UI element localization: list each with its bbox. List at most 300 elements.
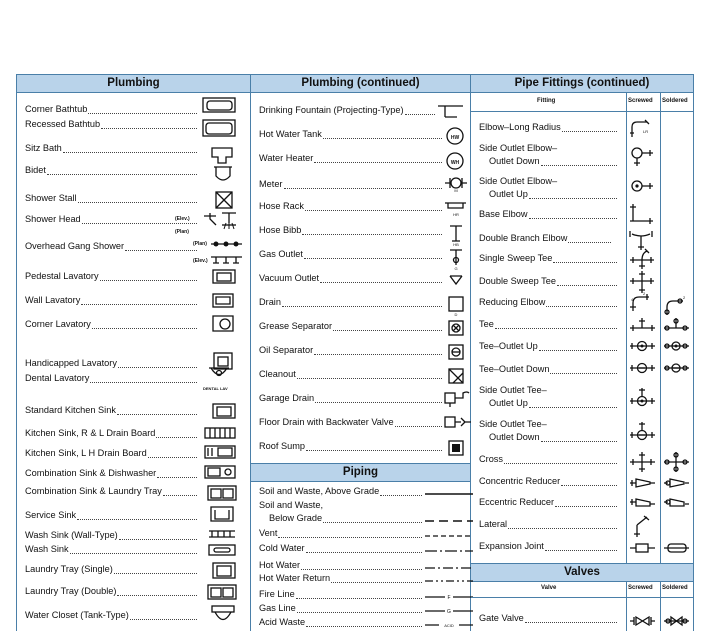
plumbing-symbol-19	[208, 530, 236, 539]
fitting-item-12	[479, 341, 538, 352]
plumbing-item-20	[25, 544, 69, 555]
plumbing-continued-symbol-6	[447, 223, 465, 247]
piping-item-7	[259, 573, 330, 584]
piping-item-5	[259, 543, 305, 554]
shower-elev-label: (Elev.)	[175, 216, 190, 222]
plumbing-continued-symbol-13	[443, 389, 473, 409]
piping-item-10-label: Acid Waste	[259, 617, 306, 627]
plumbing-item-18	[25, 510, 76, 521]
plumbing-item-6	[25, 214, 81, 225]
plumbing-symbol-22	[207, 584, 237, 601]
fitting-item-1-label: Elbow–Long Radius	[479, 122, 561, 132]
plumbing-item-12-leader	[90, 382, 197, 383]
plumbing-item-1-leader	[88, 113, 197, 114]
plumbing-item-18-label: Service Sink	[25, 510, 77, 520]
fitting-item-6	[479, 209, 528, 220]
plumbing-symbol-18	[209, 506, 235, 523]
valve-soldered-symbol-1	[663, 614, 691, 628]
piping-item-7-label: Hot Water Return	[259, 573, 331, 583]
fitting-item-13	[479, 364, 549, 375]
svg-text:HB: HB	[453, 242, 459, 247]
piping-line-8	[425, 593, 475, 601]
plumbing-continued-symbol-7	[447, 247, 465, 271]
fitting-item-10-leader	[546, 306, 617, 307]
fitting-item-15-leader	[529, 407, 617, 408]
plumbing-continued-item-9-leader	[282, 306, 442, 307]
plumbing-item-22-label: Laundry Tray (Double)	[25, 586, 117, 596]
plumbing-symbol-15	[204, 445, 236, 460]
fitting-item-6-leader	[529, 218, 617, 219]
plumbing-continued-item-6-leader	[302, 234, 442, 235]
plumbing-continued-symbol-3	[446, 152, 464, 170]
piping-item-5-label: Cold Water	[259, 543, 305, 553]
svg-text:HW: HW	[450, 135, 460, 141]
plumbing-header: Plumbing	[17, 75, 250, 93]
plumbing-item-19-label: Wash Sink (Wall-Type)	[25, 530, 118, 540]
fitting-item-14-label: Side Outlet Tee–	[479, 385, 547, 395]
fittings-soldered-divider	[660, 93, 661, 563]
fitting-item-3-leader	[541, 165, 617, 166]
plumbing-item-12-label: Dental Lavatory	[25, 373, 90, 383]
fitting-item-12-label: Tee–Outlet Up	[479, 341, 538, 351]
plumbing-item-16-leader	[157, 477, 197, 478]
fitting-item-19-leader	[561, 485, 617, 486]
fitting-item-9-label: Double Sweep Tee	[479, 276, 556, 286]
piping-header: Piping	[251, 463, 470, 482]
plumbing-item-9	[25, 295, 80, 306]
fitting-screwed-symbol-14	[629, 385, 657, 411]
plumbing-symbol-20	[208, 544, 236, 557]
fitting-item-20	[479, 497, 554, 508]
plumbing-item-4-label: Bidet	[25, 165, 46, 175]
fitting-soldered-symbol-22	[663, 542, 691, 554]
plumbing-item-13	[25, 405, 116, 416]
fitting-screwed-symbol-20	[629, 497, 657, 511]
gang-elev-label: (Elev.)	[193, 258, 208, 264]
plumbing-continued-item-11-label: Oil Separator	[259, 345, 314, 355]
piping-item-10	[259, 617, 305, 628]
fitting-screwed-symbol-19	[629, 476, 657, 490]
valve-screwed-symbol-1	[629, 614, 657, 628]
plumbing-symbol-8	[211, 269, 237, 285]
plumbing-item-14	[25, 428, 155, 439]
fitting-soldered-symbol-8	[663, 295, 691, 317]
plumbing-item-9-leader	[81, 304, 197, 305]
plumbing-item-5-label: Shower Stall	[25, 193, 77, 203]
piping-item-6	[259, 560, 300, 571]
plumbing-item-9-label: Wall Lavatory	[25, 295, 81, 305]
plumbing-symbol-2	[202, 119, 238, 139]
plumbing-continued-symbol-5	[444, 200, 468, 218]
plumbing-item-6-leader	[82, 223, 197, 224]
piping-item-4-label: Vent	[259, 528, 278, 538]
plumbing-symbol-1	[202, 97, 238, 115]
svg-text:LR: LR	[643, 129, 649, 134]
plumbing-continued-symbol-11	[447, 343, 465, 361]
plumbing-item-19-leader	[119, 539, 197, 540]
plumbing-symbol-16	[204, 465, 236, 480]
plumbing-item-17	[25, 486, 162, 497]
svg-text:2: 2	[683, 295, 686, 300]
plumbing-item-10	[25, 319, 91, 330]
piping-item-2	[259, 500, 323, 511]
plumbing-item-2-label: Recessed Bathtub	[25, 119, 101, 129]
plumbing-symbol-4	[211, 166, 235, 186]
piping-line-7	[425, 577, 475, 585]
plumbing-item-7-label: Overhead Gang Shower	[25, 241, 125, 251]
plumbing-continued-header: Plumbing (continued)	[251, 75, 470, 93]
fitting-soldered-symbol-20	[663, 497, 691, 511]
svg-text:HR: HR	[453, 212, 459, 217]
plumbing-continued-item-2-leader	[323, 138, 442, 139]
piping-line-3	[425, 517, 475, 525]
fitting-item-10-label: Reducing Elbow	[479, 297, 546, 307]
svg-text:G: G	[454, 266, 458, 271]
plumbing-item-13-label: Standard Kitchen Sink	[25, 405, 116, 415]
plumbing-item-11-leader	[118, 367, 197, 368]
piping-item-2-label: Soil and Waste,	[259, 500, 324, 510]
plumbing-continued-item-7	[259, 249, 303, 260]
plumbing-continued-item-12-leader	[297, 378, 442, 379]
fitting-item-1	[479, 122, 561, 133]
piping-item-4-leader	[278, 537, 422, 538]
plumbing-symbol-12	[206, 367, 232, 383]
piping-item-3-leader	[323, 522, 422, 523]
fittings-screwed-divider	[626, 93, 627, 563]
plumbing-item-8	[25, 271, 99, 282]
plumbing-symbol-5	[214, 191, 234, 211]
plumbing-item-13-leader	[117, 414, 197, 415]
plumbing-continued-item-11-leader	[314, 354, 442, 355]
plumbing-item-21	[25, 564, 113, 575]
fitting-item-22-label: Expansion Joint	[479, 541, 544, 551]
plumbing-symbol-9	[211, 293, 235, 309]
fitting-screwed-symbol-11	[629, 315, 657, 333]
fitting-item-3-label: Outlet Down	[489, 156, 540, 166]
fitting-soldered-symbol-9	[663, 315, 691, 333]
fitting-item-11-label: Tee	[479, 319, 494, 329]
piping-item-6-label: Hot Water	[259, 560, 301, 570]
fitting-item-9	[479, 276, 556, 287]
fitting-item-8	[479, 253, 552, 264]
valves-col-soldered: Soldered	[662, 585, 688, 591]
piping-line-9	[425, 607, 475, 615]
plumbing-symbol-3	[209, 147, 235, 167]
plumbing-continued-item-15	[259, 441, 305, 452]
plumbing-item-22-leader	[117, 595, 197, 596]
valve-item-1-leader	[525, 622, 617, 623]
plumbing-continued-item-3-leader	[314, 162, 442, 163]
fitting-item-1-leader	[562, 131, 617, 132]
fitting-item-4	[479, 176, 557, 187]
plumbing-item-5	[25, 193, 77, 204]
valve-item-1	[479, 613, 524, 624]
fitting-item-21-label: Lateral	[479, 519, 508, 529]
fitting-screwed-symbol-16	[629, 419, 657, 445]
plumbing-continued-item-6-label: Hose Bibb	[259, 225, 302, 235]
plumbing-continued-item-2-label: Hot Water Tank	[259, 129, 322, 139]
svg-text:F: F	[447, 595, 451, 601]
plumbing-continued-item-10-label: Grease Separator	[259, 321, 333, 331]
piping-item-8-label: Fire Line	[259, 589, 295, 599]
valves-header: Valves	[471, 563, 693, 582]
fitting-item-5-label: Outlet Up	[489, 189, 528, 199]
fitting-item-2-label: Side Outlet Elbow–	[479, 143, 558, 153]
plumbing-continued-item-1-label: Drinking Fountain (Projecting-Type)	[259, 105, 404, 115]
plumbing-item-19	[25, 530, 118, 541]
plumbing-continued-item-3	[259, 153, 313, 164]
plumbing-item-4-leader	[47, 174, 197, 175]
plumbing-item-23-label: Water Closet (Tank-Type)	[25, 610, 129, 620]
piping-line-10	[425, 621, 475, 629]
plumbing-continued-symbol-8	[447, 273, 465, 287]
valves-soldered-divider	[660, 581, 661, 631]
plumbing-item-4	[25, 165, 46, 176]
fitting-item-21-leader	[508, 528, 617, 529]
plumbing-continued-item-6	[259, 225, 301, 236]
plumbing-continued-symbol-12	[447, 367, 465, 385]
fitting-item-8-leader	[553, 262, 617, 263]
fitting-item-4-label: Side Outlet Elbow–	[479, 176, 558, 186]
fitting-item-9-leader	[557, 285, 617, 286]
fitting-item-11	[479, 319, 494, 330]
plumbing-item-17-leader	[163, 495, 197, 496]
fitting-item-18-label: Cross	[479, 454, 503, 464]
plumbing-item-23-leader	[130, 619, 197, 620]
fitting-item-21	[479, 519, 507, 530]
fitting-item-5-leader	[529, 198, 617, 199]
fitting-item-11-leader	[495, 328, 617, 329]
fitting-item-22	[479, 541, 544, 552]
piping-item-9-label: Gas Line	[259, 603, 296, 613]
plumbing-item-6-label: Shower Head	[25, 214, 81, 224]
fitting-soldered-symbol-11	[663, 339, 691, 353]
plumbing-item-11	[25, 358, 117, 369]
plumbing-symbol-14	[204, 427, 236, 439]
fittings-col-fitting: Fitting	[537, 98, 556, 104]
svg-text:2: 2	[643, 291, 646, 296]
plumbing-item-3	[25, 143, 62, 154]
fitting-screwed-symbol-22	[629, 542, 657, 554]
plumbing-continued-symbol-9	[447, 295, 465, 317]
plumbing-symbol-21	[211, 562, 237, 580]
fitting-soldered-symbol-18	[663, 451, 691, 473]
plumbing-continued-item-11	[259, 345, 313, 356]
plumbing-continued-item-13	[259, 393, 314, 404]
plumbing-continued-item-9	[259, 297, 281, 308]
plumbing-continued-item-8	[259, 273, 319, 284]
piping-item-8-leader	[296, 598, 422, 599]
fitting-item-17-leader	[541, 441, 617, 442]
plumbing-item-17-label: Combination Sink & Laundry Tray	[25, 486, 162, 496]
plumbing-continued-item-13-label: Garage Drain	[259, 393, 315, 403]
fitting-item-7	[479, 233, 567, 244]
fitting-item-19-label: Concentric Reducer	[479, 476, 561, 486]
plumbing-item-8-label: Pedestal Lavatory	[25, 271, 99, 281]
fitting-item-13-label: Tee–Outlet Down	[479, 364, 550, 374]
fitting-item-2	[479, 143, 557, 154]
plumbing-continued-item-12	[259, 369, 296, 380]
fitting-item-7-leader	[568, 242, 611, 243]
fitting-item-12-leader	[539, 350, 617, 351]
fitting-item-16-label: Side Outlet Tee–	[479, 419, 547, 429]
fitting-item-18	[479, 454, 503, 465]
fitting-soldered-symbol-12	[663, 361, 691, 375]
fitting-item-6-label: Base Elbow	[479, 209, 528, 219]
plumbing-continued-item-14-leader	[395, 426, 442, 427]
plumbing-item-10-leader	[92, 328, 197, 329]
plumbing-item-18-leader	[77, 519, 197, 520]
plumbing-continued-item-14-label: Floor Drain with Backwater Valve	[259, 417, 394, 427]
plumbing-continued-item-15-label: Roof Sump	[259, 441, 305, 451]
plumbing-continued-symbol-10	[447, 319, 465, 337]
fitting-screwed-symbol-12	[629, 339, 657, 353]
plumbing-item-20-label: Wash Sink	[25, 544, 69, 554]
fitting-item-20-label: Eccentric Reducer	[479, 497, 555, 507]
fitting-screwed-symbol-1	[629, 119, 657, 139]
fitting-item-19	[479, 476, 560, 487]
plumbing-item-11-label: Handicapped Lavatory	[25, 358, 117, 368]
plumbing-symbol-17	[207, 485, 237, 502]
plumbing-item-10-label: Corner Lavatory	[25, 319, 91, 329]
plumbing-continued-item-7-label: Gas Outlet	[259, 249, 303, 259]
fitting-soldered-symbol-19	[663, 476, 691, 490]
valve-item-1-label: Gate Valve	[479, 613, 524, 623]
fitting-screwed-symbol-10	[629, 291, 657, 313]
plumbing-continued-item-12-label: Cleanout	[259, 369, 296, 379]
svg-text:4: 4	[631, 297, 634, 302]
plumbing-continued-item-5-leader	[305, 210, 442, 211]
plumbing-continued-item-4-label: Meter	[259, 179, 283, 189]
plumbing-continued-item-5-label: Hose Rack	[259, 201, 304, 211]
shower-plan-label: (Plan)	[175, 229, 189, 235]
plumbing-continued-item-4	[259, 179, 283, 190]
fitting-item-14	[479, 385, 547, 396]
plumbing-item-15-leader	[148, 457, 197, 458]
plumbing-item-3-leader	[63, 152, 197, 153]
fitting-item-3	[489, 156, 540, 167]
fittings-col-soldered: Soldered	[662, 98, 688, 104]
piping-item-6-leader	[301, 569, 422, 570]
plumbing-continued-item-1-leader	[405, 114, 435, 115]
plumbing-continued-item-5	[259, 201, 304, 212]
plumbing-continued-item-14	[259, 417, 394, 428]
piping-item-7-leader	[331, 582, 422, 583]
dental-lav-label: DENTAL LAV	[203, 386, 228, 391]
plumbing-item-2	[25, 119, 100, 130]
plumbing-item-16	[25, 468, 156, 479]
piping-item-3-label: Below Grade	[269, 513, 323, 523]
fitting-item-18-leader	[504, 463, 617, 464]
fitting-item-10	[479, 297, 545, 308]
piping-item-1-label: Soil and Waste, Above Grade	[259, 486, 380, 496]
plumbing-item-20-leader	[70, 553, 197, 554]
fitting-item-22-leader	[545, 550, 617, 551]
plumbing-item-3-label: Sitz Bath	[25, 143, 62, 153]
piping-item-4	[259, 528, 277, 539]
gang-shower-symbol	[210, 239, 244, 265]
plumbing-item-14-leader	[156, 437, 197, 438]
fitting-item-13-leader	[550, 373, 617, 374]
fitting-item-8-label: Single Sweep Tee	[479, 253, 553, 263]
plumbing-continued-item-3-label: Water Heater	[259, 153, 314, 163]
fitting-item-16	[479, 419, 547, 430]
plumbing-continued-symbol-1	[437, 103, 465, 119]
plumbing-continued-item-10-leader	[333, 330, 442, 331]
svg-text:M: M	[454, 188, 458, 193]
plumbing-continued-item-1	[259, 105, 404, 116]
plumbing-continued-item-7-leader	[304, 258, 442, 259]
plumbing-item-8-leader	[100, 280, 197, 281]
plumbing-continued-item-13-leader	[315, 402, 442, 403]
fitting-item-20-leader	[555, 506, 617, 507]
plumbing-item-21-label: Laundry Tray (Single)	[25, 564, 113, 574]
svg-text:WH: WH	[450, 160, 460, 166]
plumbing-continued-item-8-label: Vacuum Outlet	[259, 273, 320, 283]
fitting-item-17-label: Outlet Down	[489, 432, 540, 442]
fitting-screwed-symbol-4	[629, 178, 657, 196]
symbol-chart	[16, 74, 694, 631]
fitting-item-5	[489, 189, 528, 200]
svg-text:G: G	[447, 609, 451, 615]
plumbing-item-5-leader	[78, 202, 197, 203]
plumbing-item-14-label: Kitchen Sink, R & L Drain Board	[25, 428, 156, 438]
piping-item-8	[259, 589, 295, 600]
fitting-screwed-symbol-6	[629, 203, 657, 225]
plumbing-continued-item-4-leader	[284, 188, 443, 189]
piping-item-10-leader	[306, 626, 422, 627]
piping-line-6	[425, 564, 475, 572]
gang-plan-label: (Plan)	[193, 241, 207, 247]
plumbing-item-7-leader	[125, 250, 197, 251]
piping-item-9	[259, 603, 296, 614]
fittings-col-screwed: Screwed	[628, 98, 653, 104]
piping-line-1	[425, 490, 475, 498]
piping-item-1-leader	[380, 495, 422, 496]
pipe-fittings-header: Pipe Fittings (continued)	[471, 75, 693, 93]
plumbing-item-16-label: Combination Sink & Dishwasher	[25, 468, 157, 478]
plumbing-symbol-23	[210, 605, 236, 627]
valves-col-screwed: Screwed	[628, 585, 653, 591]
valves-screwed-divider	[626, 581, 627, 631]
piping-item-9-leader	[297, 612, 422, 613]
plumbing-continued-symbol-15	[447, 439, 465, 457]
plumbing-continued-symbol-4	[444, 175, 468, 191]
plumbing-symbol-10	[211, 315, 235, 333]
plumbing-continued-item-2	[259, 129, 322, 140]
fitting-item-15	[489, 398, 528, 409]
plumbing-item-7	[25, 241, 124, 252]
plumbing-symbol-13	[211, 403, 237, 419]
plumbing-item-15	[25, 448, 147, 459]
plumbing-item-15-label: Kitchen Sink, L H Drain Board	[25, 448, 147, 458]
plumbing-item-12	[25, 373, 89, 384]
piping-item-5-leader	[306, 552, 422, 553]
shower-head-symbol	[202, 211, 240, 233]
fitting-screwed-symbol-21	[629, 515, 657, 539]
fitting-screwed-symbol-13	[629, 361, 657, 375]
plumbing-continued-symbol-14	[443, 413, 473, 433]
plumbing-item-1-label: Corner Bathtub	[25, 104, 88, 114]
fitting-screwed-symbol-8	[629, 249, 657, 271]
fitting-screwed-symbol-2	[629, 145, 657, 167]
valves-col-valve: Valve	[541, 585, 557, 591]
plumbing-item-22	[25, 586, 116, 597]
plumbing-item-2-leader	[101, 128, 197, 129]
fitting-item-7-label: Double Branch Elbow	[479, 233, 568, 243]
plumbing-item-1	[25, 104, 87, 115]
fitting-item-15-label: Outlet Up	[489, 398, 528, 408]
